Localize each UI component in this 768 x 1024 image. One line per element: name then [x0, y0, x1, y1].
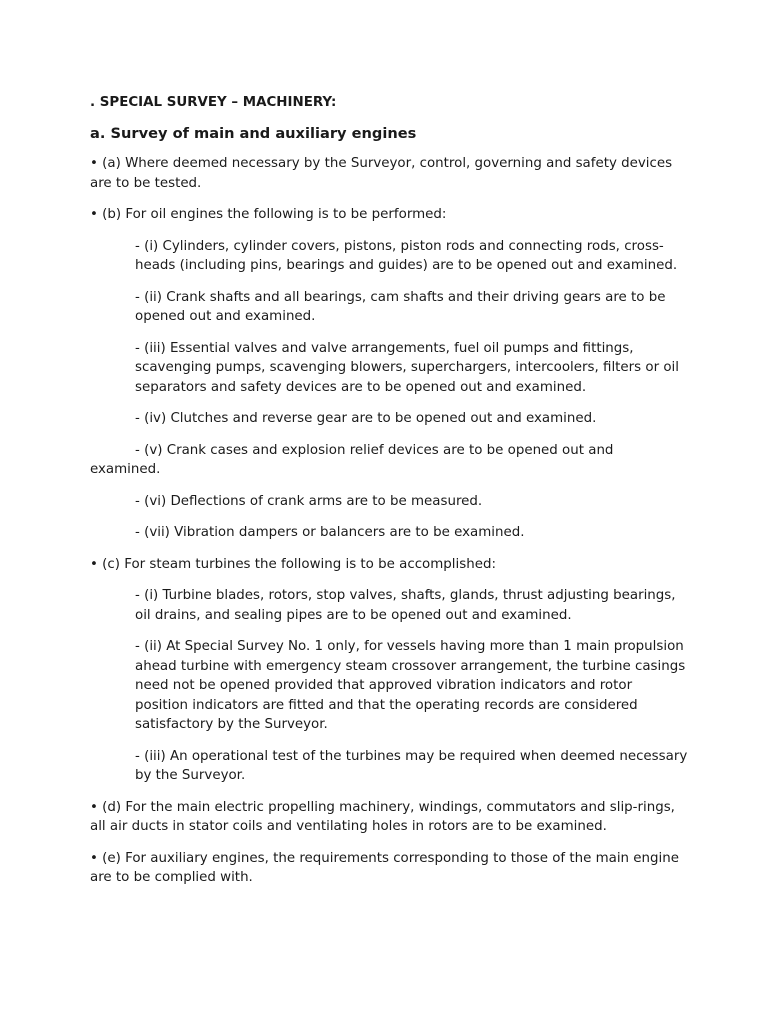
paragraph-b-ii: - (ii) Crank shafts and all bearings, cam shafts and their driving gears are to be opened out and examined. [135, 289, 666, 324]
paragraph-d: • (d) For the main electric propelling machinery, windings, commutators and slip-rings, all air ducts in stator coils and ventilating holes in rotors are to be examined. [90, 799, 675, 834]
paragraph-a: • (a) Where deemed necessary by the Surveyor, control, governing and safety devices are to be tested. [90, 156, 673, 191]
paragraph-e: • (e) For auxiliary engines, the requirements corresponding to those of the main engine are to be complied with. [90, 850, 679, 885]
section-subtitle: a. Survey of main and auxiliary engines [90, 124, 417, 142]
paragraph-c-iii: - (iii) An operational test of the turbines may be required when deemed necessary by the Surveyor. [135, 748, 688, 783]
paragraph-c-ii: - (ii) At Special Survey No. 1 only, for vessels having more than 1 main propulsion ahead turbine with emergency steam crossover arrangement, the turbine casings need not be opened provided that approved vibration indicators and rotor position indicators are fitted and that the operating records are considered satisfactory by the Surveyor. [135, 639, 686, 732]
paragraph-b-vii: - (vii) Vibration dampers or balancers are to be examined. [135, 525, 525, 540]
paragraph-b-iv: - (iv) Clutches and reverse gear are to be opened out and examined. [135, 411, 597, 426]
paragraph-b-vi: - (vi) Deflections of crank arms are to be measured. [135, 493, 483, 509]
paragraph-b-v: - (v) Crank cases and explosion relief devices are to be opened out and examined. [90, 442, 614, 477]
paragraph-c: • (c) For steam turbines the following is to be accomplished: [90, 556, 496, 572]
paragraph-b-i: - (i) Cylinders, cylinder covers, pistons, piston rods and connecting rods, cross-heads (including pins, bearings and guides) are to be opened out and examined. [135, 238, 678, 273]
section-title: . SPECIAL SURVEY – MACHINERY: [90, 95, 337, 110]
paragraph-c-i: - (i) Turbine blades, rotors, stop valves, shafts, glands, thrust adjusting bearings, oil drains, and sealing pipes are to be opened out and examined. [135, 588, 676, 623]
paragraph-b-iii: - (iii) Essential valves and valve arrangements, fuel oil pumps and fittings, scavenging pumps, scavenging blowers, superchargers, intercoolers, filters or oil separators and safety devices are to be opened out and examined. [135, 340, 679, 395]
paragraph-b: • (b) For oil engines the following is to be performed: [90, 207, 447, 222]
